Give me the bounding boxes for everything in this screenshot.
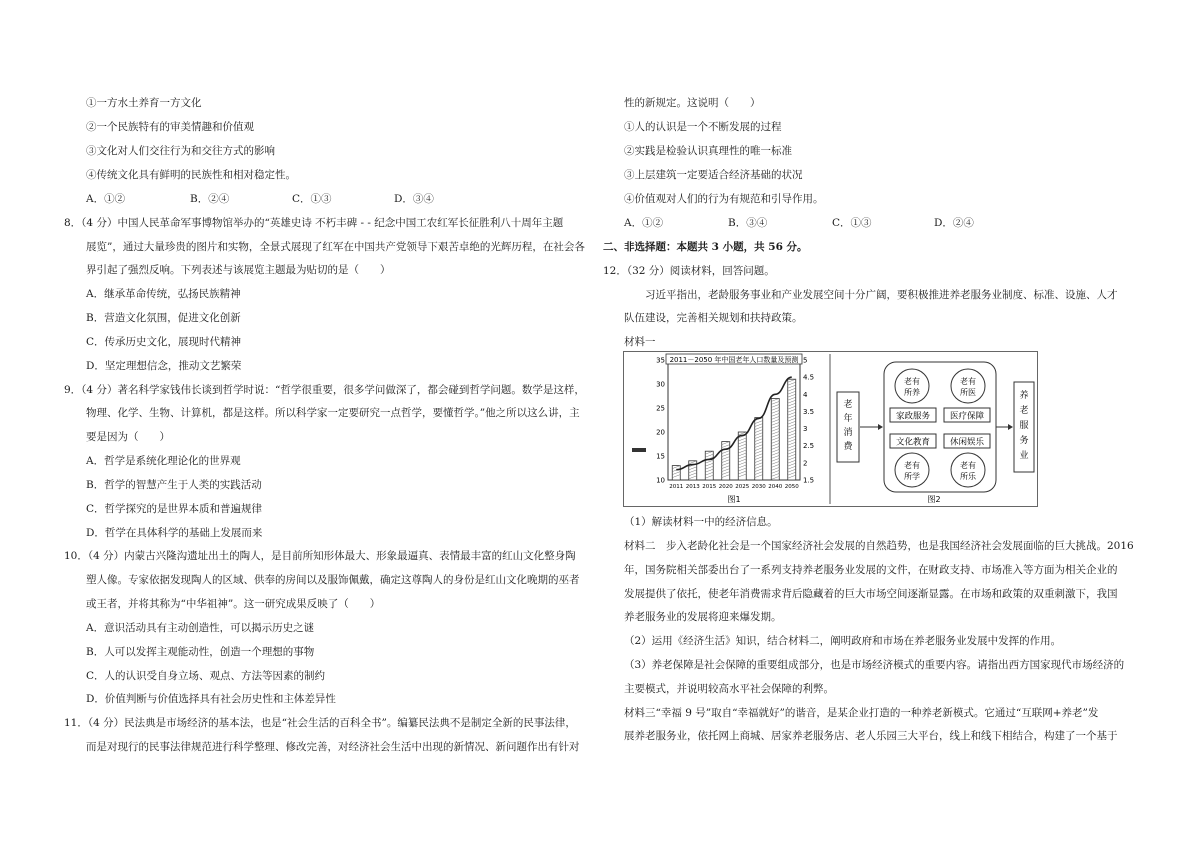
q12-sub1: （1）解读材料一中的经济信息。 bbox=[624, 516, 778, 528]
figure-2-caption: 图2 bbox=[927, 495, 941, 504]
q9-option-b: B．哲学的智慧产生于人类的实践活动 bbox=[86, 479, 262, 491]
service-box-label: 休闲娱乐 bbox=[949, 437, 985, 448]
arrow-right-head bbox=[1008, 424, 1013, 430]
service-box-label: 文化教育 bbox=[895, 437, 931, 448]
q8-option-d: D．坚定理想信念，推动文艺繁荣 bbox=[86, 360, 242, 372]
q11-option-a: A．①② bbox=[624, 217, 664, 229]
material-2: 发展提供了依托，使老年消费需求背后隐藏着的巨大市场空间逐渐显露。在市场和政策的双重刺激下，我国 bbox=[624, 588, 1118, 600]
right-tick-label: 3.5 bbox=[803, 407, 815, 416]
q11-option-d: D．②④ bbox=[934, 217, 974, 229]
circle-node-label: 所养 bbox=[904, 388, 920, 397]
right-tick-label: 4.5 bbox=[803, 373, 815, 382]
q9-stem: 要是因为（ ） bbox=[86, 431, 170, 443]
q8-option-b: B．营造文化氛围，促进文化创新 bbox=[86, 312, 241, 324]
service-box-label: 家政服务 bbox=[895, 411, 931, 422]
q7-item: ②一个民族特有的审美情趣和价值观 bbox=[86, 121, 254, 133]
q11-item: ④价值观对人们的行为有规范和引导作用。 bbox=[624, 193, 824, 205]
chart-plot-area bbox=[668, 360, 800, 480]
q11-option-c: C．①③ bbox=[832, 217, 872, 229]
circle-node-label: 老有 bbox=[960, 377, 976, 386]
q7-item: ③文化对人们交往行为和交往方式的影响 bbox=[86, 145, 275, 157]
q10-stem: 或王者，并将其称为“中华祖神”。这一研究成果反映了（ ） bbox=[86, 598, 381, 610]
x-tick-label: 2015 bbox=[702, 484, 717, 490]
q10-stem: 塑人像。专家依据发现陶人的区域、供奉的房间以及服饰佩戴，确定这尊陶人的身份是红山文化晚期的巫者 bbox=[86, 574, 580, 586]
circle-node bbox=[895, 369, 929, 403]
x-tick-label: 2025 bbox=[735, 484, 750, 490]
elderly-service-industry-label: 养老服务业 bbox=[1019, 391, 1029, 461]
circle-node-label: 所医 bbox=[960, 388, 976, 397]
x-tick-label: 2050 bbox=[784, 484, 799, 490]
bar bbox=[738, 432, 746, 480]
x-tick-label: 2030 bbox=[751, 484, 766, 490]
left-tick-label: 10 bbox=[656, 476, 665, 485]
q9-stem: 9．（4 分）著名科学家钱伟长谈到哲学时说：“哲学很重要，很多学问做深了，都会碰到哲学问题。数学是这样， bbox=[64, 384, 585, 396]
q8-stem: 界引起了强烈反响。下列表述与该展览主题最为贴切的是（ ） bbox=[86, 264, 391, 276]
right-tick-label: 4 bbox=[803, 390, 808, 399]
q9-option-a: A．哲学是系统化理论化的世界观 bbox=[86, 455, 241, 467]
circle-node-label: 所乐 bbox=[960, 472, 976, 481]
section-heading: 二、非选择题：本题共 3 小题，共 56 分。 bbox=[603, 241, 808, 253]
q12-intro: 队伍建设，完善相关规划和扶持政策。 bbox=[624, 312, 803, 324]
circle-node bbox=[951, 369, 985, 403]
material-3: 展养老服务业，依托网上商城、居家养老服务店、老人乐园三大平台，线上和线下相结合，构建了一个基于 bbox=[624, 730, 1118, 742]
q11-stem: 而是对现行的民事法律规范进行科学整理、修改完善，对经济社会生活中出现的新情况、新问题作出有针对 bbox=[86, 741, 580, 753]
q11-item: ②实践是检验认识真理性的唯一标准 bbox=[624, 145, 792, 157]
q12-sub3: （3）养老保障是社会保障的重要组成部分，也是市场经济模式的重要内容。请指出西方国家现代市场经济的 bbox=[624, 659, 1125, 671]
material-2: 年，国务院相关部委出台了一系列支持养老服务业发展的文件，在财政支持、市场准入等方面为相关企业的 bbox=[624, 564, 1118, 576]
circle-node-label: 老有 bbox=[960, 461, 976, 470]
q10-option-c: C．人的认识受自身立场、观点、方法等因素的制约 bbox=[86, 670, 326, 682]
figure-1-caption: 图1 bbox=[727, 495, 741, 504]
legend-mark bbox=[632, 448, 646, 452]
q11-item: ①人的认识是一个不断发展的过程 bbox=[624, 121, 782, 133]
x-axis-labels bbox=[669, 484, 799, 490]
q10-stem: 10．（4 分）内蒙古兴隆沟遗址出土的陶人，是目前所知形体最大、形象最逼真、表情最丰富的红山文化整身陶 bbox=[64, 550, 576, 562]
left-tick-label: 35 bbox=[656, 356, 665, 365]
q10-option-a: A．意识活动具有主动创造性，可以揭示历史之谜 bbox=[86, 622, 315, 634]
material-3: 材料三“幸福 9 号”取自“幸福就好”的谐音，是某企业打造的一种养老新模式。它通过“互联网+养老”发 bbox=[624, 707, 1099, 719]
q12-heading: 12．（32 分）阅读材料，回答问题。 bbox=[603, 265, 775, 277]
material-2: 养老服务业的发展将迎来爆发期。 bbox=[624, 611, 782, 623]
circle-node-label: 老有 bbox=[904, 461, 920, 470]
q12-sub2: （2）运用《经济生活》知识，结合材料二，阐明政府和市场在养老服务业发展中发挥的作用。 bbox=[624, 635, 1062, 647]
q9-option-c: C．哲学探究的是世界本质和普遍规律 bbox=[86, 503, 263, 515]
q8-option-c: C．传承历史文化，展现时代精神 bbox=[86, 336, 242, 348]
service-box-label: 医疗保障 bbox=[949, 411, 985, 422]
circle-node-label: 老有 bbox=[904, 377, 920, 386]
q7-option-b: B．②④ bbox=[190, 193, 230, 205]
right-tick-label: 5 bbox=[803, 356, 808, 365]
q10-option-d: D．价值判断与价值选择具有社会历史性和主体差异性 bbox=[86, 693, 336, 705]
q8-option-a: A．继承革命传统，弘扬民族精神 bbox=[86, 288, 241, 300]
chart-title: 2011－2050 年中国老年人口数量及预测 bbox=[669, 356, 799, 364]
arrow-left-head bbox=[878, 424, 883, 430]
left-tick-label: 15 bbox=[656, 452, 665, 461]
elderly-consumption-label: 老年消费 bbox=[843, 400, 853, 452]
material-2: 材料二 步入老龄化社会是一个国家经济社会发展的自然趋势，也是我国经济社会发展面临的巨大挑战。2016 bbox=[624, 540, 1134, 552]
x-tick-label: 2040 bbox=[768, 484, 783, 490]
right-axis-ticks bbox=[803, 357, 814, 485]
material-1-figure bbox=[623, 351, 1038, 507]
x-tick-label: 2011 bbox=[669, 484, 684, 490]
q8-stem: 8．（4 分）中国人民革命军事博物馆举办的“英雄史诗 不朽丰碑 - - 纪念中国工农红军长征胜利八十周年主题 bbox=[64, 217, 564, 229]
circle-node bbox=[951, 453, 985, 487]
right-tick-label: 2 bbox=[803, 459, 808, 468]
x-tick-label: 2020 bbox=[718, 484, 733, 490]
material-1-label: 材料一 bbox=[624, 336, 656, 348]
q8-stem: 展览”，通过大量珍贵的图片和实物，全景式展现了红军在中国共产党领导下艰苦卓绝的光辉历程，在社会各 bbox=[86, 241, 585, 253]
q7-option-d: D．③④ bbox=[394, 193, 434, 205]
x-tick-label: 2013 bbox=[685, 484, 700, 490]
q7-item: ④传统文化具有鲜明的民族性和相对稳定性。 bbox=[86, 169, 296, 181]
q7-item: ①一方水土养育一方文化 bbox=[86, 97, 202, 109]
q7-option-c: C．①③ bbox=[292, 193, 332, 205]
q11-option-b: B．③④ bbox=[728, 217, 768, 229]
q12-intro: 习近平指出，老龄服务事业和产业发展空间十分广阔，要积极推进养老服务业制度、标准、设施、人才 bbox=[645, 289, 1118, 301]
right-tick-label: 1.5 bbox=[803, 476, 815, 485]
q12-sub3: 主要模式，并说明较高水平社会保障的利弊。 bbox=[624, 683, 834, 695]
left-axis-ticks bbox=[656, 357, 665, 485]
right-tick-label: 2.5 bbox=[803, 442, 815, 451]
left-tick-label: 30 bbox=[656, 380, 665, 389]
left-tick-label: 25 bbox=[656, 404, 665, 413]
q11-stem: 11．（4 分）民法典是市场经济的基本法，也是“社会生活的百科全书”。编纂民法典不是制定全新的民事法律， bbox=[64, 717, 576, 729]
right-tick-label: 3 bbox=[803, 425, 808, 434]
q9-stem: 物理、化学、生物、计算机，都是这样。所以科学家一定要研究一点哲学，要懂哲学。”他之所以这么讲，主 bbox=[86, 407, 580, 419]
q9-option-d: D．哲学在具体科学的基础上发展而来 bbox=[86, 527, 263, 539]
figure-svg bbox=[624, 352, 1037, 506]
q10-option-b: B．人可以发挥主观能动性，创造一个理想的事物 bbox=[86, 646, 315, 658]
q11-item: ③上层建筑一定要适合经济基础的状况 bbox=[624, 169, 803, 181]
q7-option-a: A．①② bbox=[86, 193, 126, 205]
q11-stem-continued: 性的新规定。这说明（ ） bbox=[624, 97, 761, 109]
circle-node-label: 所学 bbox=[904, 472, 920, 481]
bar bbox=[672, 466, 680, 480]
left-tick-label: 20 bbox=[656, 428, 665, 437]
circle-node bbox=[895, 453, 929, 487]
